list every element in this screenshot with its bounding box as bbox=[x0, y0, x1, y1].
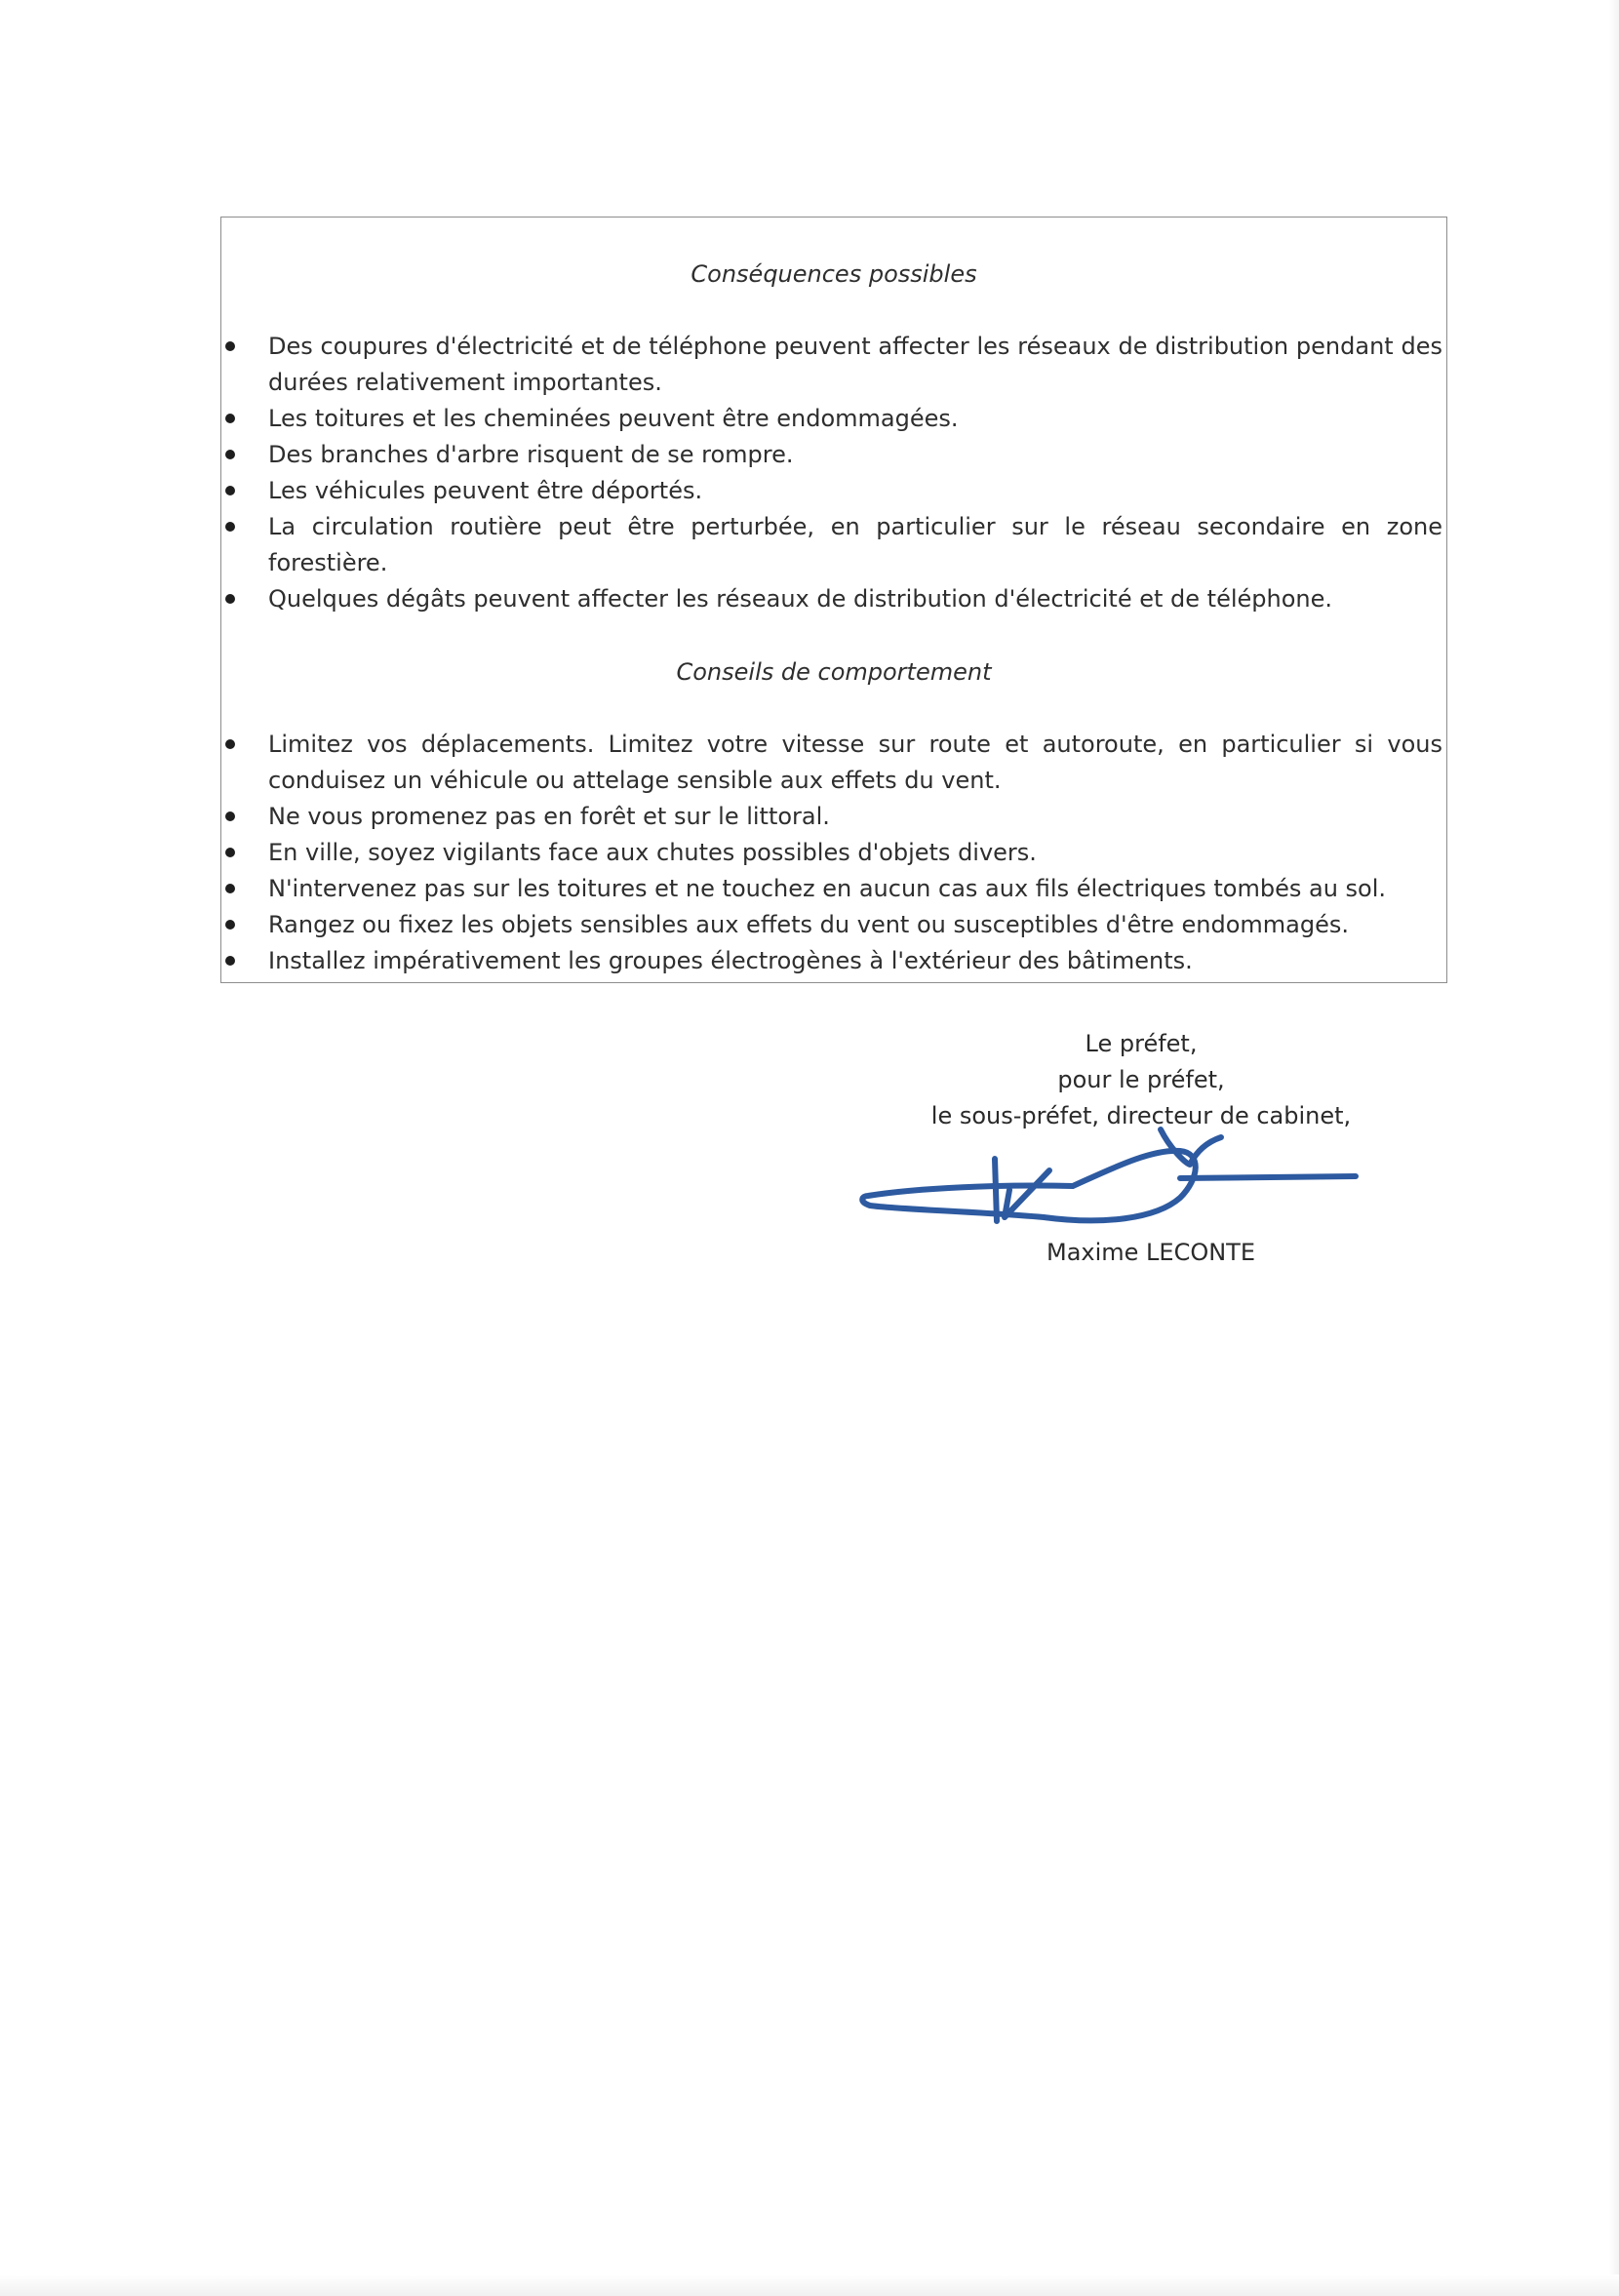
page-bottom-edge bbox=[0, 2275, 1619, 2296]
list-item: Les toitures et les cheminées peuvent être endommagées. bbox=[221, 401, 1446, 437]
list-item: Limitez vos déplacements. Limitez votre vitesse sur route et autoroute, en particulier si vous conduisez un véhicule ou attelage sensible aux effets du vent. bbox=[221, 727, 1446, 799]
signer-name: Maxime LECONTE bbox=[1046, 1239, 1256, 1266]
page-edge bbox=[1609, 0, 1619, 2296]
advice-title: Conseils de comportement bbox=[676, 658, 992, 686]
bullet-icon bbox=[225, 884, 235, 893]
consequences-title: Conséquences possibles bbox=[691, 260, 977, 288]
list-item: La circulation routière peut être perturbée, en particulier sur le réseau secondaire en zone forestière. bbox=[221, 509, 1446, 581]
signature-stroke-main bbox=[862, 1151, 1196, 1221]
bullet-icon bbox=[225, 956, 235, 966]
list-item: Quelques dégâts peuvent affecter les réseaux de distribution d'électricité et de téléphone. bbox=[221, 581, 1446, 617]
bullet-icon bbox=[225, 450, 235, 459]
list-item: Ne vous promenez pas en forêt et sur le littoral. bbox=[221, 799, 1446, 835]
list-item: Des coupures d'électricité et de téléphone peuvent affecter les réseaux de distribution pendant des durées relativement importantes. bbox=[221, 329, 1446, 401]
advice-list bbox=[221, 727, 1446, 979]
list-item: Installez impérativement les groupes électrogènes à l'extérieur des bâtiments. bbox=[221, 943, 1446, 979]
list-item: N'intervenez pas sur les toitures et ne touchez en aucun cas aux fils électriques tombés au sol. bbox=[221, 871, 1446, 907]
bullet-icon bbox=[225, 739, 235, 749]
signature-line-sous-prefet: le sous-préfet, directeur de cabinet, bbox=[930, 1102, 1352, 1129]
bullet-icon bbox=[225, 594, 235, 604]
signature-stroke-vertical bbox=[995, 1159, 997, 1221]
bullet-icon bbox=[225, 522, 235, 532]
list-item: Les véhicules peuvent être déportés. bbox=[221, 473, 1446, 509]
list-item: En ville, soyez vigilants face aux chutes possibles d'objets divers. bbox=[221, 835, 1446, 871]
signature-line-prefet: Le préfet, bbox=[1085, 1030, 1198, 1057]
bullet-icon bbox=[225, 341, 235, 351]
signature-stroke-check bbox=[1005, 1170, 1049, 1217]
vigilance-info-box bbox=[220, 217, 1447, 983]
bullet-icon bbox=[225, 812, 235, 821]
signature-stroke-line bbox=[1180, 1176, 1356, 1178]
handwritten-signature bbox=[858, 1120, 1365, 1247]
signature-block bbox=[878, 1026, 1404, 1134]
bullet-icon bbox=[225, 920, 235, 930]
signature-line-pour-le-prefet: pour le préfet, bbox=[1057, 1066, 1225, 1093]
list-item: Des branches d'arbre risquent de se rompre. bbox=[221, 437, 1446, 473]
list-item: Rangez ou fixez les objets sensibles aux effets du vent ou susceptibles d'être endommagés. bbox=[221, 907, 1446, 943]
bullet-icon bbox=[225, 486, 235, 495]
consequences-list bbox=[221, 329, 1446, 617]
bullet-icon bbox=[225, 414, 235, 423]
bullet-icon bbox=[225, 848, 235, 857]
signature-stroke-hook bbox=[1161, 1129, 1221, 1165]
